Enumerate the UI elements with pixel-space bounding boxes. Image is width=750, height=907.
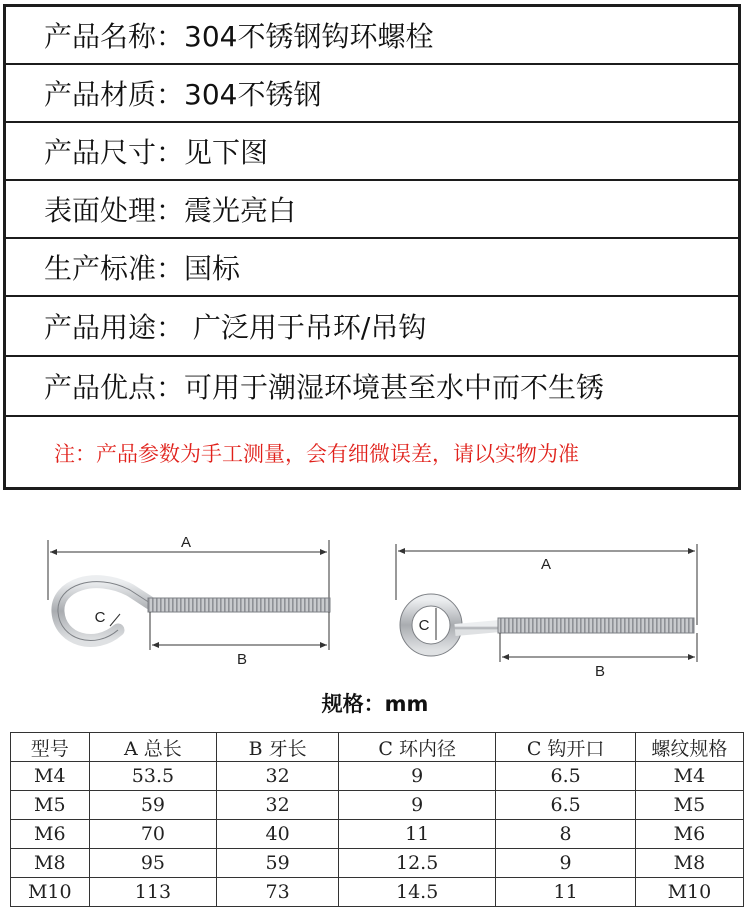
col-header-model: 型号 xyxy=(11,733,90,762)
spec-value: 见下图 xyxy=(184,136,269,169)
table-cell: M8 xyxy=(635,849,743,878)
spec-value: 可用于潮湿环境甚至水中而不生锈 xyxy=(184,371,605,404)
spec-label: 生产标准： xyxy=(44,252,185,285)
table-cell: 9 xyxy=(338,791,495,820)
spec-value: 304不锈钢 xyxy=(184,78,322,111)
table-cell: M5 xyxy=(635,791,743,820)
spec-label: 产品尺寸： xyxy=(44,136,185,169)
table-cell: 59 xyxy=(217,849,339,878)
spec-box xyxy=(3,4,741,490)
eye-label-b: B xyxy=(594,663,606,680)
spec-row-advantage xyxy=(6,357,738,417)
table-cell: 9 xyxy=(496,849,635,878)
table-cell: M5 xyxy=(11,791,90,820)
table-cell: M10 xyxy=(11,878,90,907)
table-cell: 11 xyxy=(496,878,635,907)
table-cell: M10 xyxy=(635,878,743,907)
spec-value: 广泛用于吊环/吊钩 xyxy=(184,311,427,344)
spec-label: 表面处理： xyxy=(44,194,185,227)
table-cell: 6.5 xyxy=(496,791,635,820)
table-row xyxy=(11,762,744,791)
table-cell: 32 xyxy=(217,762,339,791)
table-header-row xyxy=(11,733,744,762)
table-row xyxy=(11,849,744,878)
col-header-hook-opening: C 钩开口 xyxy=(496,733,635,762)
table-cell: M4 xyxy=(635,762,743,791)
spec-label: 产品优点： xyxy=(44,371,185,404)
col-header-thread-length: B 牙长 xyxy=(217,733,339,762)
table-cell: 8 xyxy=(496,820,635,849)
table-cell: 73 xyxy=(217,878,339,907)
col-header-total-length: A 总长 xyxy=(89,733,217,762)
spec-row-surface xyxy=(6,181,738,239)
col-header-ring-inner-diameter: C 环内径 xyxy=(338,733,495,762)
table-cell: 113 xyxy=(89,878,217,907)
table-cell: 70 xyxy=(89,820,217,849)
eye-bolt-drawing xyxy=(396,544,697,680)
table-row xyxy=(11,820,744,849)
table-cell: 53.5 xyxy=(89,762,217,791)
disclaimer-note: 注：产品参数为手工测量，会有细微误差，请以实物为准 xyxy=(54,442,579,466)
table-cell: 95 xyxy=(89,849,217,878)
table-cell: M8 xyxy=(11,849,90,878)
spec-label: 产品用途： xyxy=(44,311,185,344)
table-cell: 32 xyxy=(217,791,339,820)
spec-row-usage xyxy=(6,297,738,357)
spec-label: 产品材质： xyxy=(44,78,185,111)
spec-value: 国标 xyxy=(184,252,241,285)
hook-bolt-drawing xyxy=(48,534,330,668)
spec-row-size xyxy=(6,123,738,181)
spec-value: 304不锈钢钩环螺栓 xyxy=(184,20,434,53)
eye-label-c: C xyxy=(418,617,430,634)
spec-row-material xyxy=(6,65,738,123)
table-cell: 14.5 xyxy=(338,878,495,907)
hook-label-a: A xyxy=(180,534,192,551)
spec-row-standard xyxy=(6,239,738,297)
table-row xyxy=(11,878,744,907)
table-cell: M6 xyxy=(635,820,743,849)
table-cell: 9 xyxy=(338,762,495,791)
col-header-thread-spec: 螺纹规格 xyxy=(635,733,743,762)
table-cell: 12.5 xyxy=(338,849,495,878)
eye-label-a: A xyxy=(540,556,552,573)
table-cell: 11 xyxy=(338,820,495,849)
unit-label: 规格：mm xyxy=(321,692,429,716)
hook-label-b: B xyxy=(236,651,248,668)
table-cell: M4 xyxy=(11,762,90,791)
dimension-diagram xyxy=(0,520,750,695)
table-row xyxy=(11,791,744,820)
spec-row-name xyxy=(6,7,738,65)
spec-value: 震光亮白 xyxy=(184,194,297,227)
table-cell: 6.5 xyxy=(496,762,635,791)
table-cell: 40 xyxy=(217,820,339,849)
spec-label: 产品名称： xyxy=(44,20,185,53)
hook-label-c: C xyxy=(94,609,106,626)
table-cell: M6 xyxy=(11,820,90,849)
table-cell: 59 xyxy=(89,791,217,820)
size-table xyxy=(10,732,744,907)
